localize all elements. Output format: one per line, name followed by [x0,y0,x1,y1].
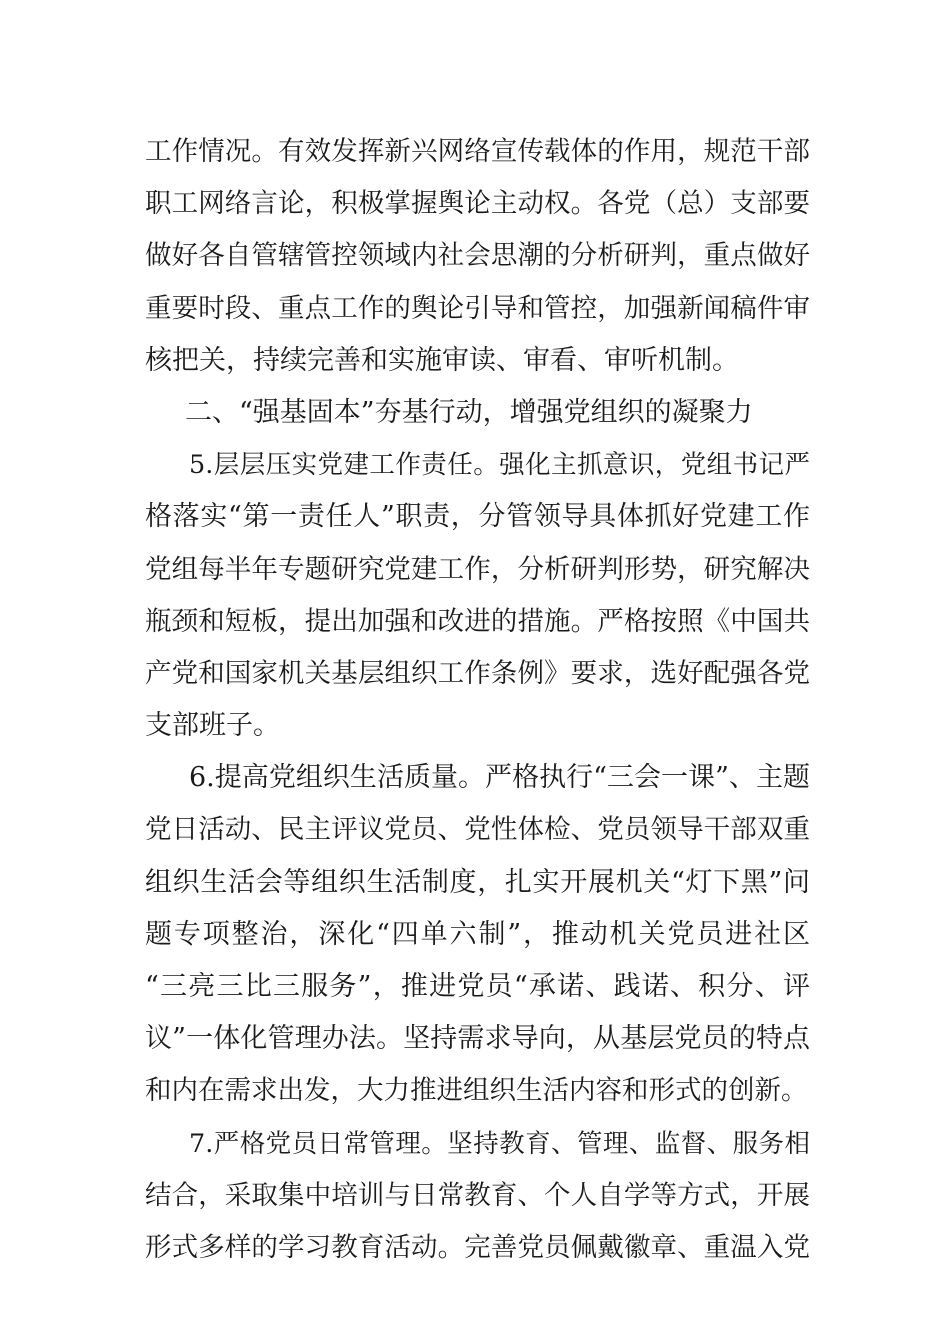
text-line: 做好各自管辖管控领域内社会思潮的分析研判，重点做好 [145,240,810,272]
paragraph-first-line: 6.提高党组织生活质量。严格执行“三会一课”、主题 [189,762,810,794]
section-heading: 二、“强基固本”夯基行动，增强党组织的凝聚力 [185,396,753,428]
text-line: 瓶颈和短板，提出加强和改进的措施。严格按照《中国共 [145,605,810,637]
document-body [145,126,810,1274]
text-line: 职工网络言论，积极掌握舆论主动权。各党（总）支部要 [145,188,810,220]
text-line: 和内在需求出发，大力推进组织生活内容和形式的创新。 [145,1075,808,1107]
paragraph-first-line: 7.严格党员日常管理。坚持教育、管理、监督、服务相 [189,1128,810,1159]
text-line: 产党和国家机关基层组织工作条例》要求，选好配强各党 [145,657,810,689]
text-line: 题专项整治，深化“四单六制”，推动机关党员进社区 [145,918,810,950]
text-line: 重要时段、重点工作的舆论引导和管控，加强新闻稿件审 [145,292,810,324]
paragraph-first-line: 5.层层压实党建工作责任。强化主抓意识，党组书记严 [189,450,810,481]
text-line: 核把关，持续完善和实施审读、审看、审听机制。 [145,344,739,376]
text-line: 党日活动、民主评议党员、党性体检、党员领导干部双重 [145,814,810,846]
text-line: 议”一体化管理办法。坚持需求导向，从基层党员的特点 [145,1023,810,1055]
text-line: 组织生活会等组织生活制度，扎实开展机关“灯下黑”问 [145,866,810,898]
text-line: 结合，采取集中培训与日常教育、个人自学等方式，开展 [145,1179,810,1211]
text-line: 形式多样的学习教育活动。完善党员佩戴徽章、重温入党 [145,1231,810,1263]
text-line: 工作情况。有效发挥新兴网络宣传载体的作用，规范干部 [145,136,810,167]
text-line: 党组每半年专题研究党建工作，分析研判形势，研究解决 [145,553,810,585]
text-line: “三亮三比三服务”，推进党员“承诺、践诺、积分、评 [145,971,810,1002]
text-line: 支部班子。 [145,710,280,742]
text-line: 格落实“第一责任人”职责，分管领导具体抓好党建工作 [145,501,810,533]
